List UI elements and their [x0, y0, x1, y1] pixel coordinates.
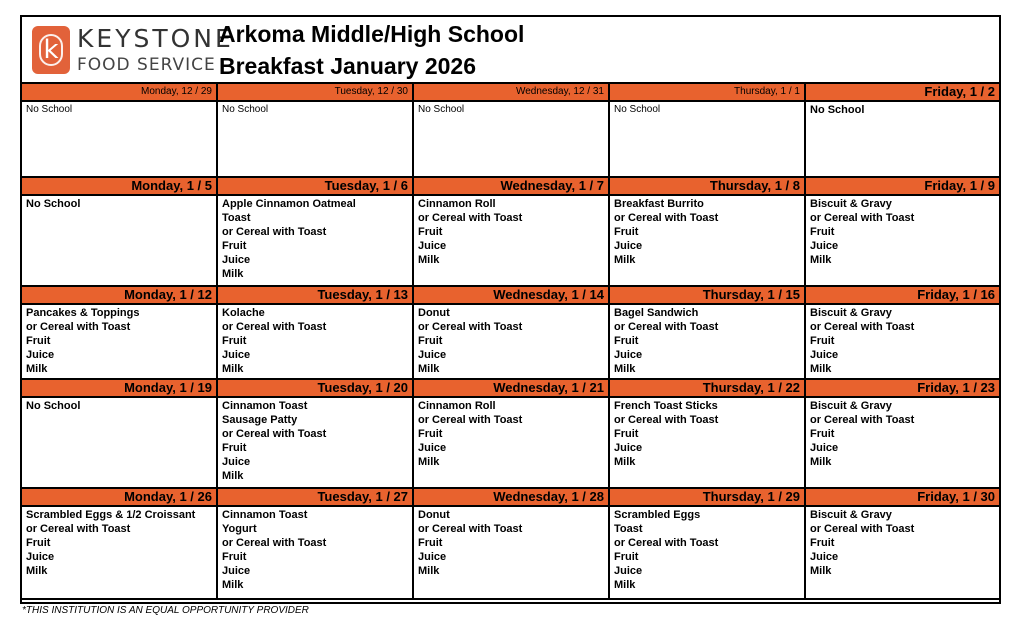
menu-item: Milk: [222, 470, 244, 482]
menu-item: Juice: [418, 551, 447, 563]
day-header: Friday, 1 / 30: [917, 489, 995, 504]
menu-item: Milk: [810, 565, 832, 577]
menu-item: Milk: [614, 254, 636, 266]
menu-item: Milk: [614, 456, 636, 468]
menu-item: Fruit: [222, 240, 247, 252]
day-header: Thursday, 1 / 1: [610, 84, 806, 100]
menu-item: Toast: [614, 523, 643, 535]
menu-item: Fruit: [222, 335, 247, 347]
week-row: [22, 178, 999, 287]
menu-item: Milk: [614, 363, 636, 375]
menu-cell: [610, 398, 806, 487]
menu-cell: [218, 398, 414, 487]
menu-cell: [806, 507, 999, 598]
day-header-row: [22, 287, 999, 305]
menu-item: Biscuit & Gravy: [810, 198, 892, 210]
menu-item: Milk: [418, 363, 440, 375]
menu-cell: [414, 196, 610, 285]
menu-item: Milk: [26, 363, 48, 375]
menu-cell: [610, 102, 806, 176]
menu-item: Milk: [810, 456, 832, 468]
menu-item: Donut: [418, 509, 450, 521]
menu-item: Fruit: [418, 428, 443, 440]
week-row: [22, 287, 999, 380]
menu-item: or Cereal with Toast: [810, 523, 915, 535]
menu-item: or Cereal with Toast: [222, 537, 327, 549]
day-header: Tuesday, 1 / 6: [218, 178, 414, 194]
menu-cell: [806, 398, 999, 487]
menu-row: [22, 507, 999, 600]
menu-item: Biscuit & Gravy: [810, 400, 892, 412]
menu-row: [22, 305, 999, 380]
menu-item: Cinnamon Roll: [418, 198, 496, 210]
menu-item: Juice: [614, 442, 643, 454]
week-row: [22, 84, 999, 178]
menu-item: Fruit: [222, 551, 247, 563]
menu-item: Cinnamon Toast: [222, 400, 308, 412]
menu-item: Juice: [418, 349, 447, 361]
menu-item: Milk: [222, 268, 244, 280]
menu-item: Milk: [222, 579, 244, 591]
menu-item: or Cereal with Toast: [418, 321, 523, 333]
menu-item: Fruit: [26, 537, 51, 549]
menu-item: or Cereal with Toast: [222, 321, 327, 333]
menu-item: Sausage Patty: [222, 414, 298, 426]
menu-item: or Cereal with Toast: [418, 212, 523, 224]
day-header: Monday, 1 / 5: [22, 178, 218, 194]
day-header: Tuesday, 1 / 20: [218, 380, 414, 396]
menu-item: Milk: [418, 254, 440, 266]
menu-cell: [414, 398, 610, 487]
calendar-grid: [22, 84, 999, 600]
day-header: Tuesday, 12 / 30: [218, 84, 414, 100]
day-header: Friday, 1 / 23: [917, 380, 995, 395]
menu-item: No School: [810, 104, 865, 116]
menu-row: [22, 398, 999, 489]
day-header: Wednesday, 1 / 14: [414, 287, 610, 303]
menu-item: Fruit: [614, 551, 639, 563]
menu-cell: [22, 507, 218, 598]
day-header: Monday, 1 / 19: [22, 380, 218, 396]
menu-item: Fruit: [614, 428, 639, 440]
menu-item: Biscuit & Gravy: [810, 509, 892, 521]
menu-item: Fruit: [614, 335, 639, 347]
menu-cell: [610, 507, 806, 598]
menu-cell: [22, 196, 218, 285]
menu-item: Milk: [418, 565, 440, 577]
menu-item: No School: [222, 104, 269, 115]
menu-item: Juice: [614, 349, 643, 361]
menu-item: or Cereal with Toast: [810, 321, 915, 333]
day-header: Friday, 1 / 2: [924, 84, 995, 99]
menu-item: Juice: [810, 349, 839, 361]
menu-item: No School: [26, 198, 81, 210]
menu-item: Bagel Sandwich: [614, 307, 699, 319]
keystone-logo: [32, 26, 70, 74]
menu-item: Fruit: [614, 226, 639, 238]
day-header: Wednesday, 1 / 7: [414, 178, 610, 194]
day-header: Wednesday, 12 / 31: [414, 84, 610, 100]
menu-item: Fruit: [222, 442, 247, 454]
menu-item: Biscuit & Gravy: [810, 307, 892, 319]
menu-cell: [22, 398, 218, 487]
menu-item: or Cereal with Toast: [614, 212, 719, 224]
menu-cell: [414, 305, 610, 378]
day-header: Thursday, 1 / 22: [610, 380, 806, 396]
menu-row: [22, 102, 999, 178]
menu-item: Breakfast Burrito: [614, 198, 704, 210]
menu-cell: [218, 196, 414, 285]
menu-item: Fruit: [418, 537, 443, 549]
menu-item: Juice: [222, 349, 251, 361]
menu-item: Juice: [810, 240, 839, 252]
menu-item: No School: [418, 104, 465, 115]
menu-cell: [414, 102, 610, 176]
menu-item: Yogurt: [222, 523, 257, 535]
menu-item: Cinnamon Toast: [222, 509, 308, 521]
menu-item: or Cereal with Toast: [222, 226, 327, 238]
menu-item: Kolache: [222, 307, 265, 319]
menu-item: Juice: [222, 254, 251, 266]
menu-item: Juice: [810, 551, 839, 563]
menu-item: Juice: [614, 240, 643, 252]
day-header: Wednesday, 1 / 28: [414, 489, 610, 505]
menu-item: or Cereal with Toast: [810, 212, 915, 224]
menu-item: Juice: [26, 551, 55, 563]
menu-item: Juice: [810, 442, 839, 454]
menu-item: Fruit: [810, 537, 835, 549]
menu-item: Milk: [26, 565, 48, 577]
menu-cell: [610, 196, 806, 285]
menu-cell: [218, 102, 414, 176]
menu-cell: [218, 305, 414, 378]
brand-subtitle: FOOD SERVICE: [77, 55, 216, 75]
menu-item: or Cereal with Toast: [614, 414, 719, 426]
menu-item: or Cereal with Toast: [26, 523, 131, 535]
menu-item: or Cereal with Toast: [614, 321, 719, 333]
menu-item: Milk: [810, 363, 832, 375]
menu-cell: [806, 196, 999, 285]
menu-item: Juice: [418, 240, 447, 252]
menu-item: No School: [26, 104, 73, 115]
menu-item: or Cereal with Toast: [222, 428, 327, 440]
menu-item: Juice: [222, 565, 251, 577]
day-header-row: [22, 489, 999, 507]
week-row: [22, 489, 999, 600]
menu-item: Cinnamon Roll: [418, 400, 496, 412]
menu-item: Scrambled Eggs: [614, 509, 701, 521]
menu-item: Juice: [418, 442, 447, 454]
menu-item: Milk: [810, 254, 832, 266]
week-row: [22, 380, 999, 489]
menu-item: Fruit: [418, 226, 443, 238]
menu-item: or Cereal with Toast: [614, 537, 719, 549]
logo-letter: k: [32, 26, 70, 74]
menu-item: No School: [26, 400, 81, 412]
menu-item: Milk: [222, 363, 244, 375]
day-header: Tuesday, 1 / 27: [218, 489, 414, 505]
menu-item: Apple Cinnamon Oatmeal: [222, 198, 356, 210]
menu-cell: [806, 102, 999, 176]
day-header: Thursday, 1 / 15: [610, 287, 806, 303]
menu-item: Juice: [614, 565, 643, 577]
day-header-row: [22, 178, 999, 196]
menu-item: Fruit: [810, 226, 835, 238]
menu-item: Fruit: [810, 428, 835, 440]
menu-cell: [414, 507, 610, 598]
day-header: Tuesday, 1 / 13: [218, 287, 414, 303]
day-header: Monday, 1 / 26: [22, 489, 218, 505]
menu-cell: [22, 305, 218, 378]
header: [22, 17, 999, 84]
menu-cell: [218, 507, 414, 598]
school-title: Arkoma Middle/High School: [219, 21, 525, 47]
menu-item: Fruit: [810, 335, 835, 347]
menu-item: Milk: [614, 579, 636, 591]
menu-item: Fruit: [418, 335, 443, 347]
menu-cell: [22, 102, 218, 176]
menu-item: Juice: [26, 349, 55, 361]
menu-item: or Cereal with Toast: [26, 321, 131, 333]
day-header: Monday, 1 / 12: [22, 287, 218, 303]
day-header: Friday, 1 / 9: [924, 178, 995, 193]
menu-item: or Cereal with Toast: [418, 523, 523, 535]
menu-row: [22, 196, 999, 287]
menu-item: French Toast Sticks: [614, 400, 718, 412]
menu-item: or Cereal with Toast: [810, 414, 915, 426]
day-header-row: [22, 84, 999, 102]
menu-item: Donut: [418, 307, 450, 319]
menu-item: No School: [614, 104, 661, 115]
menu-item: Toast: [222, 212, 251, 224]
menu-calendar: [20, 15, 1001, 604]
footer-note: *THIS INSTITUTION IS AN EQUAL OPPORTUNITY PROVIDER: [22, 605, 309, 616]
menu-item: Fruit: [26, 335, 51, 347]
menu-title: Breakfast January 2026: [219, 53, 476, 79]
day-header: Thursday, 1 / 8: [610, 178, 806, 194]
menu-item: Scrambled Eggs & 1/2 Croissant: [26, 509, 196, 521]
menu-cell: [610, 305, 806, 378]
menu-item: Milk: [418, 456, 440, 468]
menu-item: Pancakes & Toppings: [26, 307, 140, 319]
menu-cell: [806, 305, 999, 378]
day-header-row: [22, 380, 999, 398]
brand-name: KEYSTONE: [77, 24, 234, 53]
day-header: Monday, 12 / 29: [22, 84, 218, 100]
menu-item: or Cereal with Toast: [418, 414, 523, 426]
day-header: Thursday, 1 / 29: [610, 489, 806, 505]
day-header: Friday, 1 / 16: [917, 287, 995, 302]
menu-item: Juice: [222, 456, 251, 468]
day-header: Wednesday, 1 / 21: [414, 380, 610, 396]
